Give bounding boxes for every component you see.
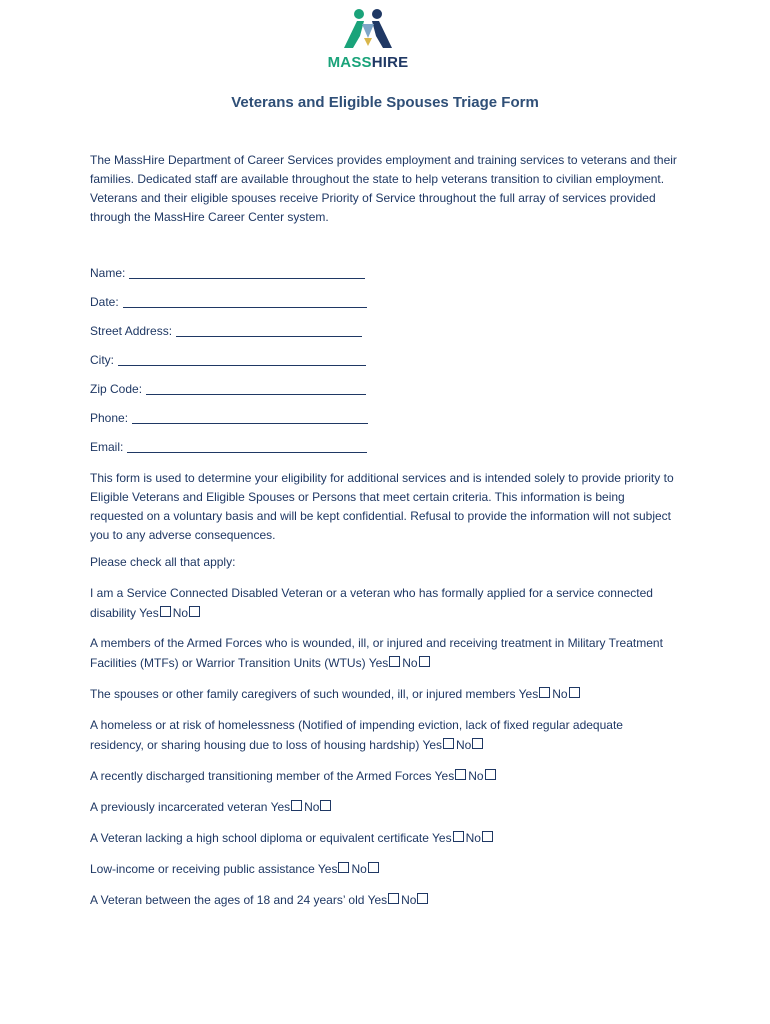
street-address-field[interactable]: Street Address: [90,324,362,338]
question-1: I am a Service Connected Disabled Veteran or a veteran who has formally applied for a service connected disability Yes No [90,586,653,620]
yes-checkbox[interactable] [338,862,349,873]
question-4: A homeless or at risk of homelessness (Notified of impending eviction, lack of fixed regular adequate residency, or sharing housing due to loss of housing hardship) Yes No [90,718,623,752]
email-field[interactable]: Email: [90,440,367,454]
yes-checkbox[interactable] [160,606,171,617]
no-checkbox[interactable] [472,738,483,749]
masshire-logo [320,8,416,72]
no-checkbox[interactable] [419,656,430,667]
question-3: The spouses or other family caregivers of such wounded, ill, or injured members Yes No [90,684,680,704]
no-checkbox[interactable] [189,606,200,617]
check-prompt: Please check all that apply: [90,555,236,569]
no-checkbox[interactable] [417,893,428,904]
yes-checkbox[interactable] [453,831,464,842]
yes-checkbox[interactable] [388,893,399,904]
no-checkbox[interactable] [569,687,580,698]
no-checkbox[interactable] [368,862,379,873]
logo-wordmark: MASSHIRE [327,54,409,71]
no-checkbox[interactable] [482,831,493,842]
yes-checkbox[interactable] [389,656,400,667]
zip-code-field[interactable]: Zip Code: [90,382,366,396]
name-field[interactable]: Name: [90,266,365,280]
yes-checkbox[interactable] [291,800,302,811]
question-2: A members of the Armed Forces who is wounded, ill, or injured and receiving treatment in Military Treatment Facilities (MTFs) or Warrior Transition Units (WTUs) Yes No [90,636,663,670]
question-5: A recently discharged transitioning member of the Armed Forces Yes No [90,766,680,786]
yes-checkbox[interactable] [455,769,466,780]
notice-paragraph: This form is used to determine your eligibility for additional services and is intended solely to provide priority to Eligible Veterans and Eligible Spouses or Persons that meet certain criteria. This information is being requested on a voluntary basis and will be kept confidential. Refusal to provide the information will not subject you to any adverse consequences. [90,471,674,542]
question-6: A previously incarcerated veteran Yes No [90,797,680,817]
yes-checkbox[interactable] [539,687,550,698]
date-field[interactable]: Date: [90,295,367,309]
city-field[interactable]: City: [90,353,366,367]
question-7: A Veteran lacking a high school diploma or equivalent certificate Yes No [90,828,680,848]
phone-field[interactable]: Phone: [90,411,368,425]
question-9: A Veteran between the ages of 18 and 24 years’ old Yes No [90,890,680,910]
masshire-people-icon [340,8,396,54]
yes-checkbox[interactable] [443,738,454,749]
intro-paragraph: The MassHire Department of Career Services provides employment and training services to veterans and their families. Dedicated staff are available throughout the state to help veterans transition to civilian employment. Veterans and their eligible spouses receive Priority of Service throughout the full array of services provided through the MassHire Career Center system. [90,153,677,224]
page-title: Veterans and Eligible Spouses Triage Form [231,94,539,111]
no-checkbox[interactable] [485,769,496,780]
question-8: Low-income or receiving public assistance Yes No [90,859,680,879]
no-checkbox[interactable] [320,800,331,811]
